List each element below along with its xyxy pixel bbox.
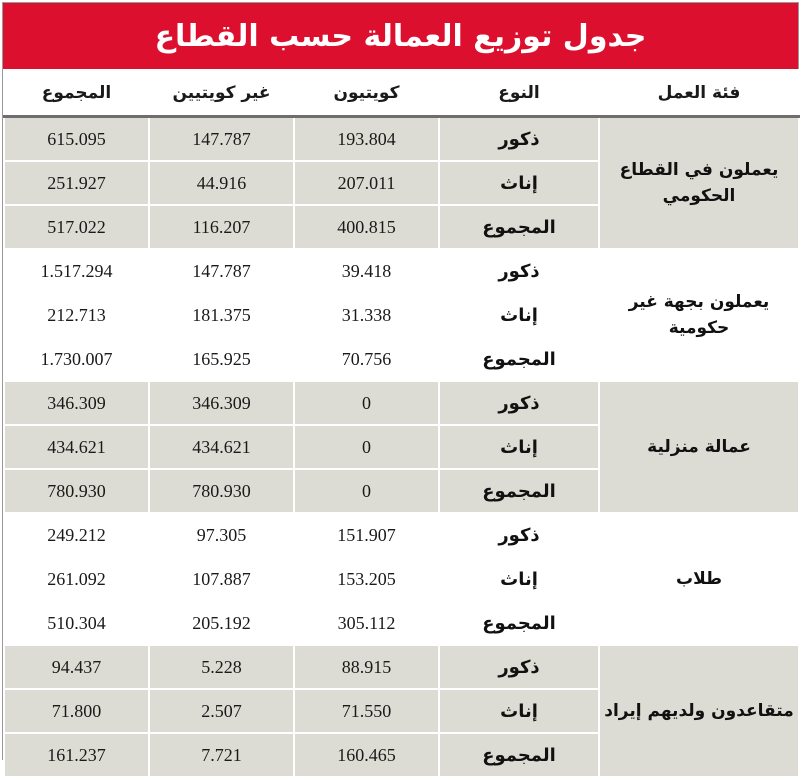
- header-category: فئة العمل: [599, 70, 799, 117]
- kuwaiti-cell: 160.465: [294, 733, 439, 777]
- kuwaiti-cell: 305.112: [294, 601, 439, 645]
- non-kuwaiti-cell: 2.507: [149, 689, 294, 733]
- category-cell: يعملون بجهة غير حكومية: [599, 249, 799, 381]
- type-cell: ذكور: [439, 381, 599, 425]
- total-cell: 780.930: [4, 469, 149, 513]
- table-row: [4, 117, 799, 162]
- type-cell: ذكور: [439, 513, 599, 557]
- total-cell: 212.713: [4, 293, 149, 337]
- non-kuwaiti-cell: 5.228: [149, 645, 294, 689]
- header-total: المجموع: [4, 70, 149, 117]
- kuwaiti-cell: 70.756: [294, 337, 439, 381]
- category-cell: طلاب: [599, 513, 799, 645]
- total-cell: 346.309: [4, 381, 149, 425]
- total-cell: 94.437: [4, 645, 149, 689]
- labor-distribution-table: [3, 69, 800, 778]
- kuwaiti-cell: 151.907: [294, 513, 439, 557]
- non-kuwaiti-cell: 205.192: [149, 601, 294, 645]
- kuwaiti-cell: 207.011: [294, 161, 439, 205]
- type-cell: المجموع: [439, 469, 599, 513]
- total-cell: 517.022: [4, 205, 149, 249]
- type-cell: إناث: [439, 689, 599, 733]
- non-kuwaiti-cell: 44.916: [149, 161, 294, 205]
- kuwaiti-cell: 0: [294, 425, 439, 469]
- type-cell: ذكور: [439, 249, 599, 293]
- type-cell: ذكور: [439, 117, 599, 162]
- header-non-kuwaiti: غير كويتيين: [149, 70, 294, 117]
- type-cell: المجموع: [439, 337, 599, 381]
- total-cell: 161.237: [4, 733, 149, 777]
- non-kuwaiti-cell: 147.787: [149, 249, 294, 293]
- type-cell: إناث: [439, 161, 599, 205]
- table-title: جدول توزيع العمالة حسب القطاع: [3, 3, 798, 69]
- category-cell: عمالة منزلية: [599, 381, 799, 513]
- header-kuwaiti: كويتيون: [294, 70, 439, 117]
- kuwaiti-cell: 400.815: [294, 205, 439, 249]
- header-row: [4, 70, 799, 117]
- kuwaiti-cell: 193.804: [294, 117, 439, 162]
- type-cell: إناث: [439, 557, 599, 601]
- total-cell: 261.092: [4, 557, 149, 601]
- type-cell: المجموع: [439, 205, 599, 249]
- total-cell: 615.095: [4, 117, 149, 162]
- non-kuwaiti-cell: 346.309: [149, 381, 294, 425]
- non-kuwaiti-cell: 107.887: [149, 557, 294, 601]
- total-cell: 251.927: [4, 161, 149, 205]
- type-cell: ذكور: [439, 645, 599, 689]
- kuwaiti-cell: 0: [294, 381, 439, 425]
- header-type: النوع: [439, 70, 599, 117]
- kuwaiti-cell: 31.338: [294, 293, 439, 337]
- non-kuwaiti-cell: 181.375: [149, 293, 294, 337]
- table-row: [4, 381, 799, 425]
- table-row: [4, 513, 799, 557]
- non-kuwaiti-cell: 147.787: [149, 117, 294, 162]
- category-cell: يعملون في القطاع الحكومي: [599, 117, 799, 250]
- non-kuwaiti-cell: 434.621: [149, 425, 294, 469]
- category-cell: متقاعدون ولديهم إيراد: [599, 645, 799, 777]
- kuwaiti-cell: 0: [294, 469, 439, 513]
- type-cell: المجموع: [439, 601, 599, 645]
- type-cell: المجموع: [439, 733, 599, 777]
- kuwaiti-cell: 153.205: [294, 557, 439, 601]
- total-cell: 434.621: [4, 425, 149, 469]
- type-cell: إناث: [439, 293, 599, 337]
- table-row: [4, 249, 799, 293]
- table-frame: [2, 2, 799, 766]
- total-cell: 71.800: [4, 689, 149, 733]
- kuwaiti-cell: 71.550: [294, 689, 439, 733]
- non-kuwaiti-cell: 97.305: [149, 513, 294, 557]
- type-cell: إناث: [439, 425, 599, 469]
- total-cell: 1.517.294: [4, 249, 149, 293]
- non-kuwaiti-cell: 7.721: [149, 733, 294, 777]
- non-kuwaiti-cell: 165.925: [149, 337, 294, 381]
- total-cell: 1.730.007: [4, 337, 149, 381]
- table-row: [4, 645, 799, 689]
- table-body: [4, 117, 799, 778]
- non-kuwaiti-cell: 116.207: [149, 205, 294, 249]
- kuwaiti-cell: 39.418: [294, 249, 439, 293]
- non-kuwaiti-cell: 780.930: [149, 469, 294, 513]
- total-cell: 249.212: [4, 513, 149, 557]
- total-cell: 510.304: [4, 601, 149, 645]
- kuwaiti-cell: 88.915: [294, 645, 439, 689]
